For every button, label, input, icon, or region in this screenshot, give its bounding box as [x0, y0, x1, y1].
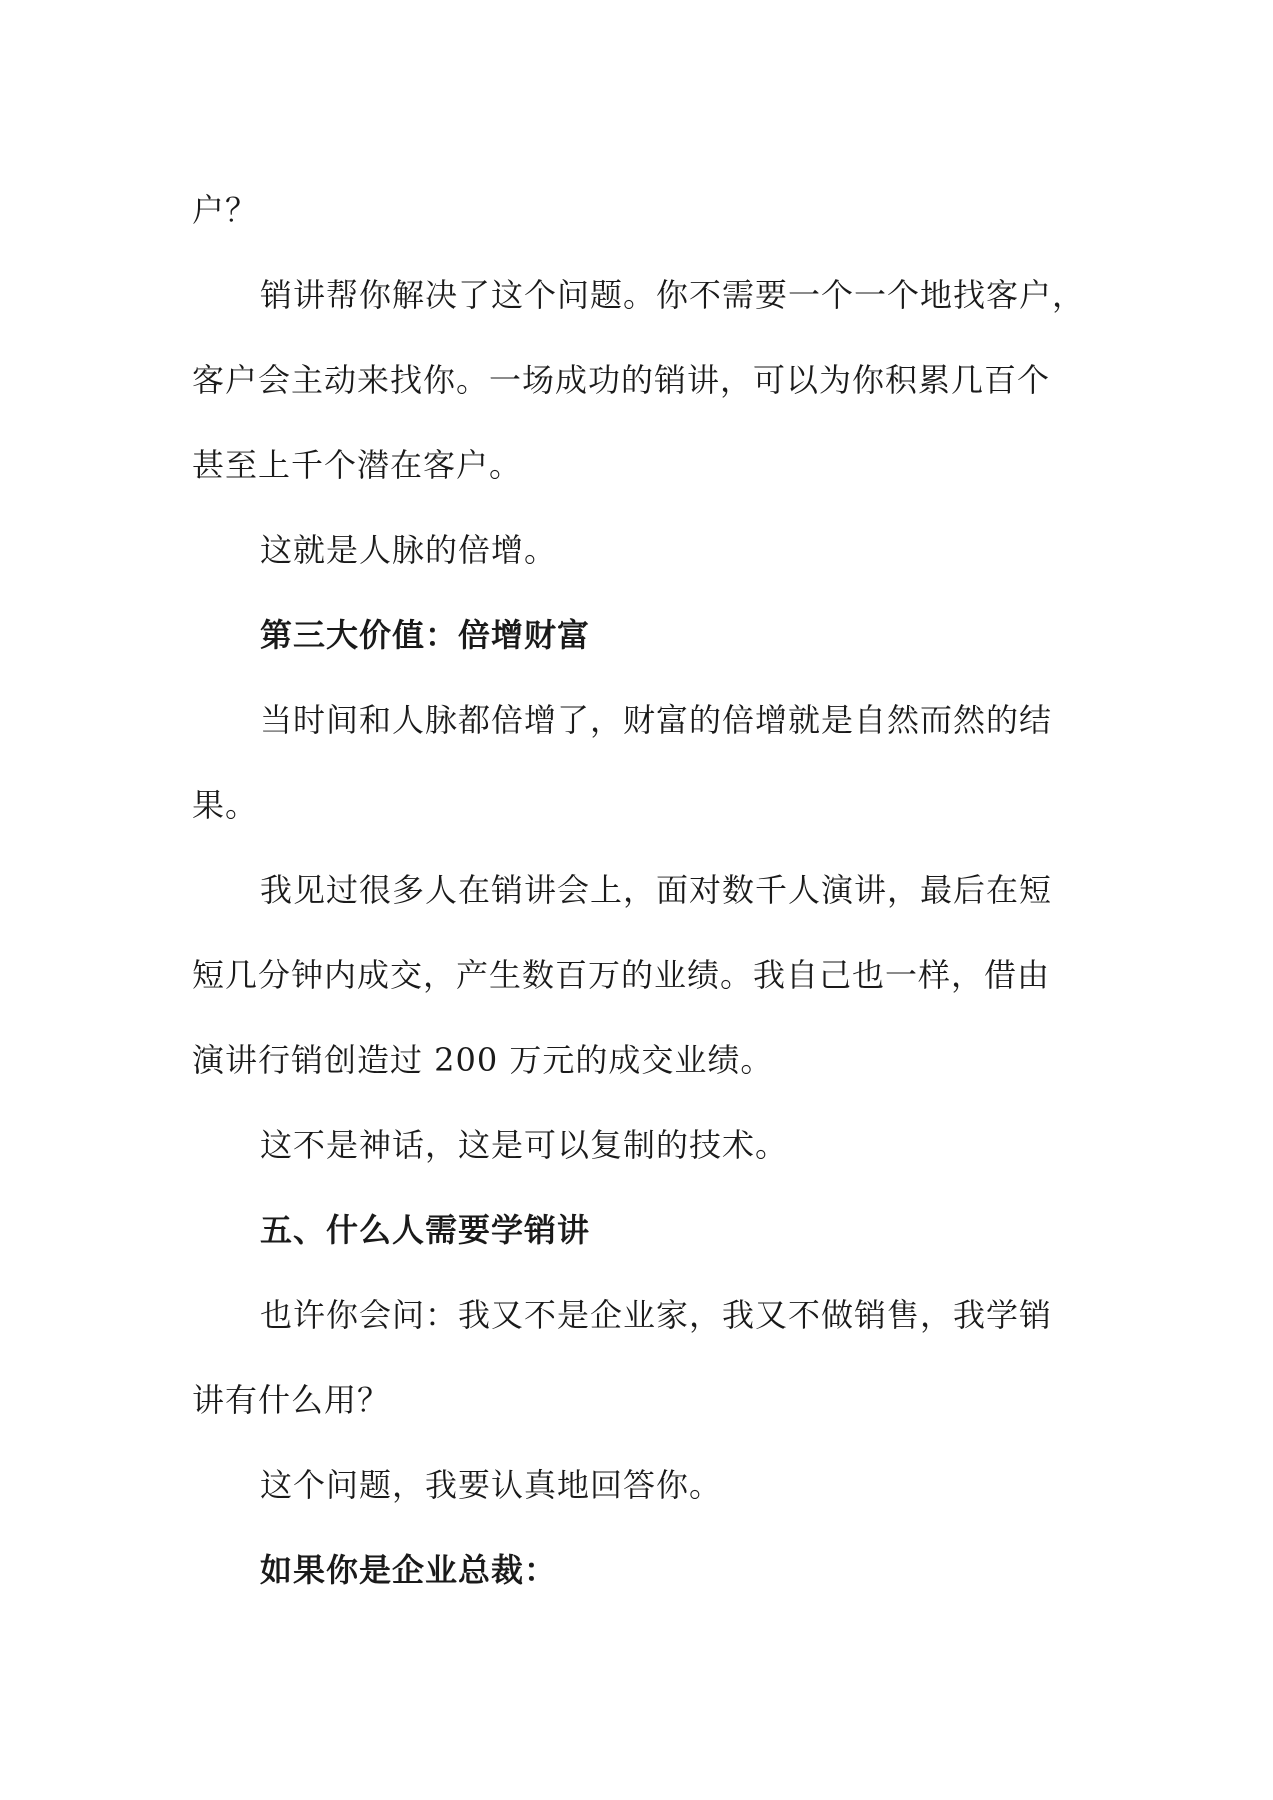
paragraph-wealth: [192, 678, 1092, 848]
text-line: 我见过很多人在销讲会上，面对数千人演讲，最后在短: [260, 871, 1053, 909]
paragraph-seen: [192, 848, 1092, 1103]
section-heading: 如果你是企业总裁：: [260, 1551, 558, 1589]
text-line: 销讲帮你解决了这个问题。你不需要一个一个地找客户，: [260, 276, 1086, 314]
paragraph-answer: [192, 1443, 1092, 1528]
heading-ceo: [192, 1528, 1092, 1613]
text-line: 短几分钟内成交，产生数百万的业绩。我自己也一样，借由: [192, 956, 1051, 994]
section-heading: 五、什么人需要学销讲: [260, 1211, 591, 1249]
text-line: 这就是人脉的倍增。: [260, 531, 558, 569]
text-line: 甚至上千个潜在客户。: [192, 446, 523, 484]
document-body: [192, 168, 1092, 1613]
heading-who-needs: [192, 1188, 1092, 1273]
text-line: 这个问题，我要认真地回答你。: [260, 1466, 723, 1504]
text-line: 客户会主动来找你。一场成功的销讲，可以为你积累几百个: [192, 361, 1051, 399]
text-line: 这不是神话，这是可以复制的技术。: [260, 1126, 789, 1164]
paragraph-question: [192, 1273, 1092, 1443]
text-line: 果。: [192, 786, 259, 824]
text-line: 讲有什么用？: [192, 1381, 391, 1419]
paragraph-solve-problem: [192, 253, 1092, 508]
heading-third-value: [192, 593, 1092, 678]
paragraph-continuation: [192, 168, 1092, 253]
text-line: 演讲行销创造过 200 万元的成交业绩。: [192, 1041, 774, 1079]
paragraph-not-myth: [192, 1103, 1092, 1188]
section-heading: 第三大价值：倍增财富: [260, 616, 591, 654]
text-line: 当时间和人脉都倍增了，财富的倍增就是自然而然的结: [260, 701, 1053, 739]
text-line: 户？: [192, 191, 259, 229]
text-line: 也许你会问：我又不是企业家，我又不做销售，我学销: [260, 1296, 1053, 1334]
paragraph-network-multiply: [192, 508, 1092, 593]
